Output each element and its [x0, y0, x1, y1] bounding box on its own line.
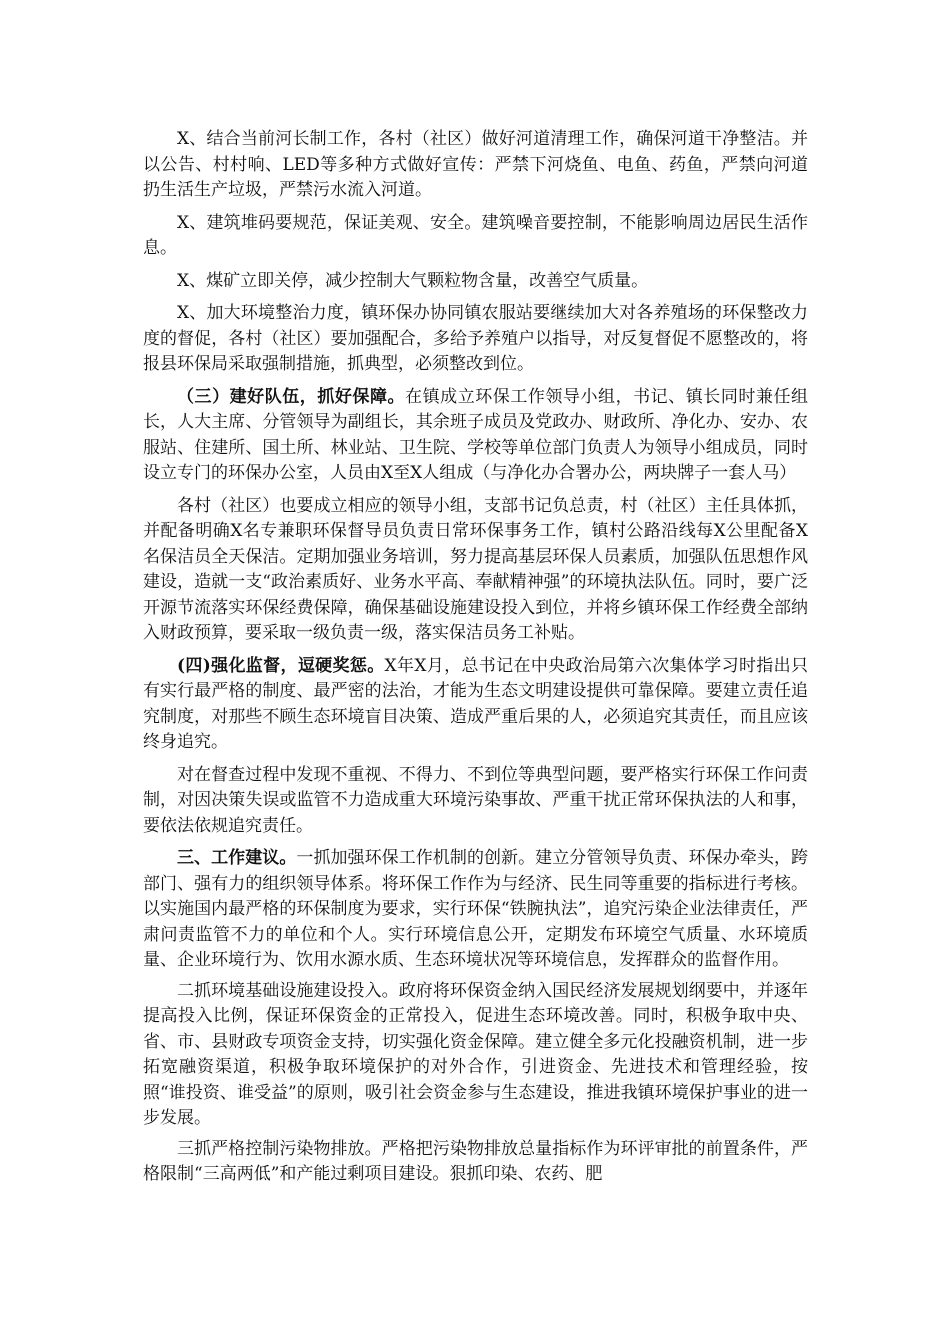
paragraph-text: 各村（社区）也要成立相应的领导小组，支部书记负总责，村（社区）主任具体抓，并配备明确X名专兼职环保督导员负责日常环保事务工作，镇村公路沿线每X公里配备X名保洁员全天保洁。定期加强业务培训，努力提高基层环保人员素质，加强队伍思想作风建设，造就一支“政治素质好、业务水平高、奉献精神强”的环境执法队伍。同时，要广泛开源节流落实环保经费保障，确保基础设施建设投入到位，并将乡镇环保工作经费全部纳入财政预算，要采取一级负责一级，落实保洁员务工补贴。: [143, 495, 808, 643]
paragraph-emission-control: [143, 1137, 808, 1188]
paragraph-section-work-suggestions: [143, 846, 808, 974]
paragraph-text: 二抓环境基础设施建设投入。政府将环保资金纳入国民经济发展规划纲要中，并逐年提高投入比例，保证环保资金的正常投入，促进生态环境改善。同时，积极争取中央、省、市、县财政专项资金支持，切实强化资金保障。建立健全多元化投融资机制，进一步拓宽融资渠道，积极争取环境保护的对外合作，引进资金、先进技术和管理经验，按照“谁投资、谁受益”的原则，吸引社会资金参与生态建设，推进我镇环境保护事业的进一步发展。: [143, 980, 808, 1128]
section-heading: (四)强化监督，逗硬奖惩。: [177, 655, 385, 676]
paragraph-coal-mine: [143, 269, 808, 295]
paragraph-construction: [143, 211, 808, 262]
paragraph-accountability: [143, 763, 808, 840]
paragraph-text: X年X月，总书记在中央政治局第六次集体学习时指出只有实行最严格的制度、最严密的法治，才能为生态文明建设提供可靠保障。要建立责任追究制度，对那些不顾生态环境盲目决策、造成严重后果的人，必须追究其责任，而且应该终身追究。: [143, 655, 808, 752]
document-body: [143, 127, 808, 1193]
paragraph-infrastructure-investment: [143, 979, 808, 1132]
paragraph-text: X、加大环境整治力度，镇环保办协同镇农服站要继续加大对各养殖场的环保整改力度的督促，各村（社区）要加强配合，多给予养殖户以指导，对反复督促不愿整改的，将报县环保局采取强制措施，抓典型，必须整改到位。: [143, 303, 808, 374]
paragraph-remediation: [143, 301, 808, 378]
paragraph-text: 三抓严格控制污染物排放。严格把污染物排放总量指标作为环评审批的前置条件，严格限制“三高两低”和产能过剩项目建设。狠抓印染、农药、肥: [143, 1138, 808, 1184]
paragraph-section-three-team: [143, 385, 808, 487]
paragraph-river-cleanup: [143, 127, 808, 204]
paragraph-text: 对在督查过程中发现不重视、不得力、不到位等典型问题，要严格实行环保工作问责制，对因决策失误或监管不力造成重大环境污染事故、严重干扰正常环保执法的人和事，要依法依规追究责任。: [143, 764, 808, 836]
paragraph-text: X、煤矿立即关停，减少控制大气颗粒物含量，改善空气质量。: [177, 270, 649, 291]
paragraph-text: 在镇成立环保工作领导小组，书记、镇长同时兼任组长，人大主席、分管领导为副组长，其余班子成员及党政办、财政所、净化办、安办、农服站、住建所、国土所、林业站、卫生院、学校等单位部门负责人为领导小组成员，同时设立专门的环保办公室，人员由X至X人组成（与净化办合署办公，两块牌子一套人马）: [143, 386, 809, 483]
paragraph-text: X、结合当前河长制工作，各村（社区）做好河道清理工作，确保河道干净整洁。并以公告、村村响、LED等多种方式做好宣传：严禁下河烧鱼、电鱼、药鱼，严禁向河道扔生活生产垃圾，严禁污水流入河道。: [143, 129, 808, 200]
section-heading: 三、工作建议。: [177, 848, 297, 868]
paragraph-text: 一抓加强环保工作机制的创新。建立分管领导负责、环保办牵头，跨部门、强有力的组织领导体系。将环保工作作为与经济、民生同等重要的指标进行考核。以实施国内最严格的环保制度为要求，实行环保“铁腕执法”，追究污染企业法律责任，严肃问责监管不力的单位和个人。实行环境信息公开，定期发布环境空气质量、水环境质量、企业环境行为、饮用水源水质、生态环境状况等环境信息，发挥群众的监督作用。: [143, 848, 809, 970]
paragraph-section-four-supervision: [143, 654, 808, 756]
paragraph-text: X、建筑堆码要规范，保证美观、安全。建筑噪音要控制，不能影响周边居民生活作息。: [143, 212, 808, 258]
section-heading: （三）建好队伍，抓好保障。: [177, 386, 406, 407]
paragraph-village-groups: [143, 494, 808, 647]
